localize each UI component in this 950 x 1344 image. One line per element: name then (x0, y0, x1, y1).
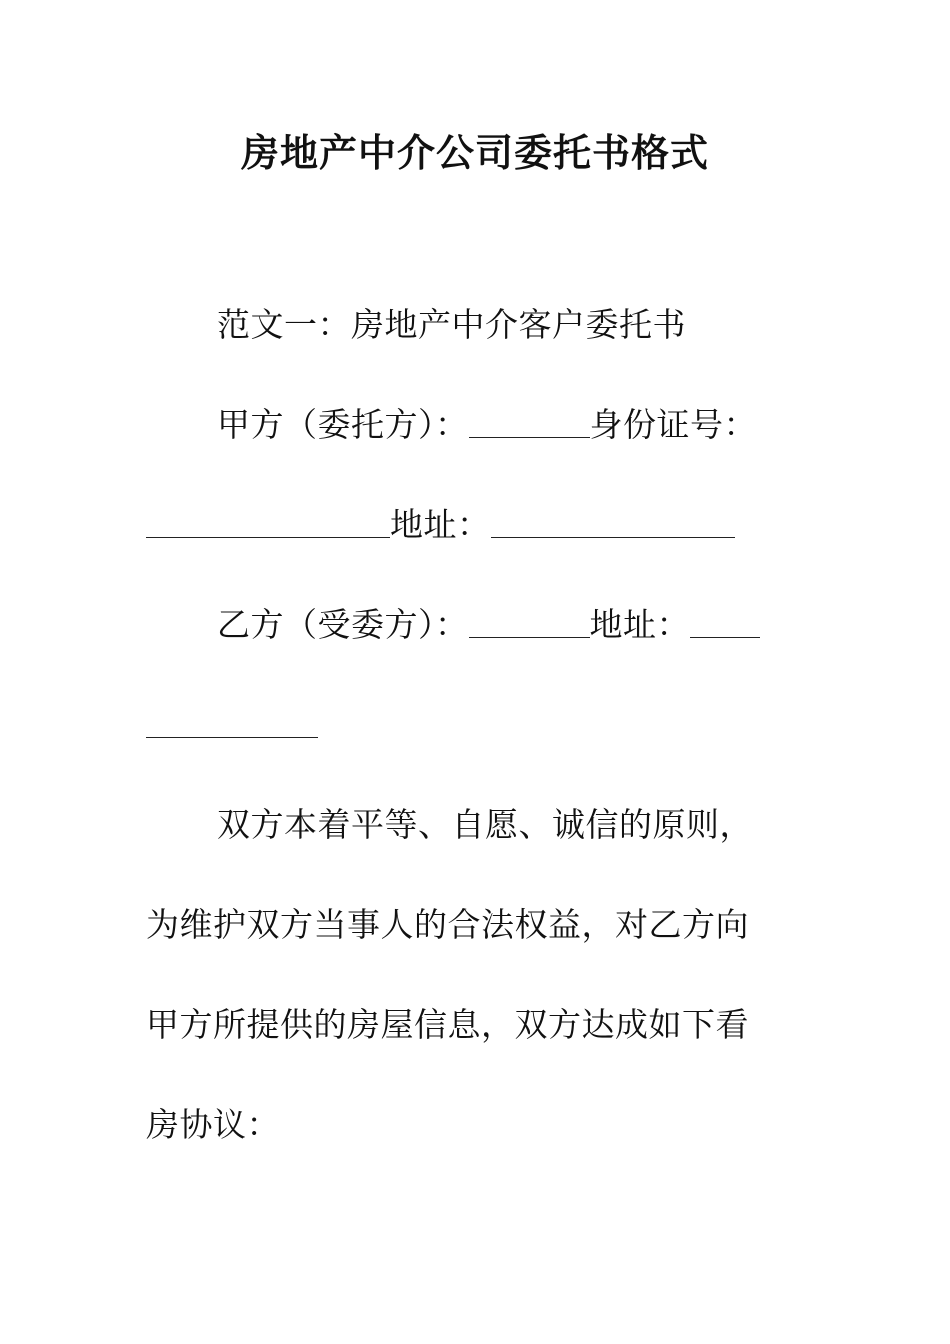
party-a-address-blank (491, 507, 735, 538)
party-a-id-blank (146, 507, 390, 538)
body-line-2: 为维护双方当事人的合法权益，对乙方向 (146, 905, 749, 944)
party-b-address-blank (690, 607, 760, 638)
sample-heading: 范文一：房地产中介客户委托书 (217, 305, 686, 344)
party-b-name-blank (469, 607, 590, 638)
party-b-address-label: 地址： (589, 605, 690, 644)
party-a-address-label: 地址： (390, 505, 491, 544)
party-a-line (217, 403, 757, 447)
body-line-1: 双方本着平等、自愿、诚信的原则， (217, 805, 753, 844)
party-a-name-blank (469, 407, 590, 438)
body-line-3: 甲方所提供的房屋信息，双方达成如下看 (146, 1005, 749, 1044)
body-line-4: 房协议： (146, 1105, 280, 1144)
party-b-line (217, 603, 760, 647)
party-a-id-label: 身份证号： (589, 405, 757, 444)
party-a-label: 甲方（委托方）： (217, 405, 469, 444)
party-b-address-blank-continued (146, 737, 318, 738)
party-a-id-address-line (146, 503, 735, 547)
document-title: 房地产中介公司委托书格式 (240, 130, 709, 175)
party-b-label: 乙方（受委方）： (217, 605, 469, 644)
